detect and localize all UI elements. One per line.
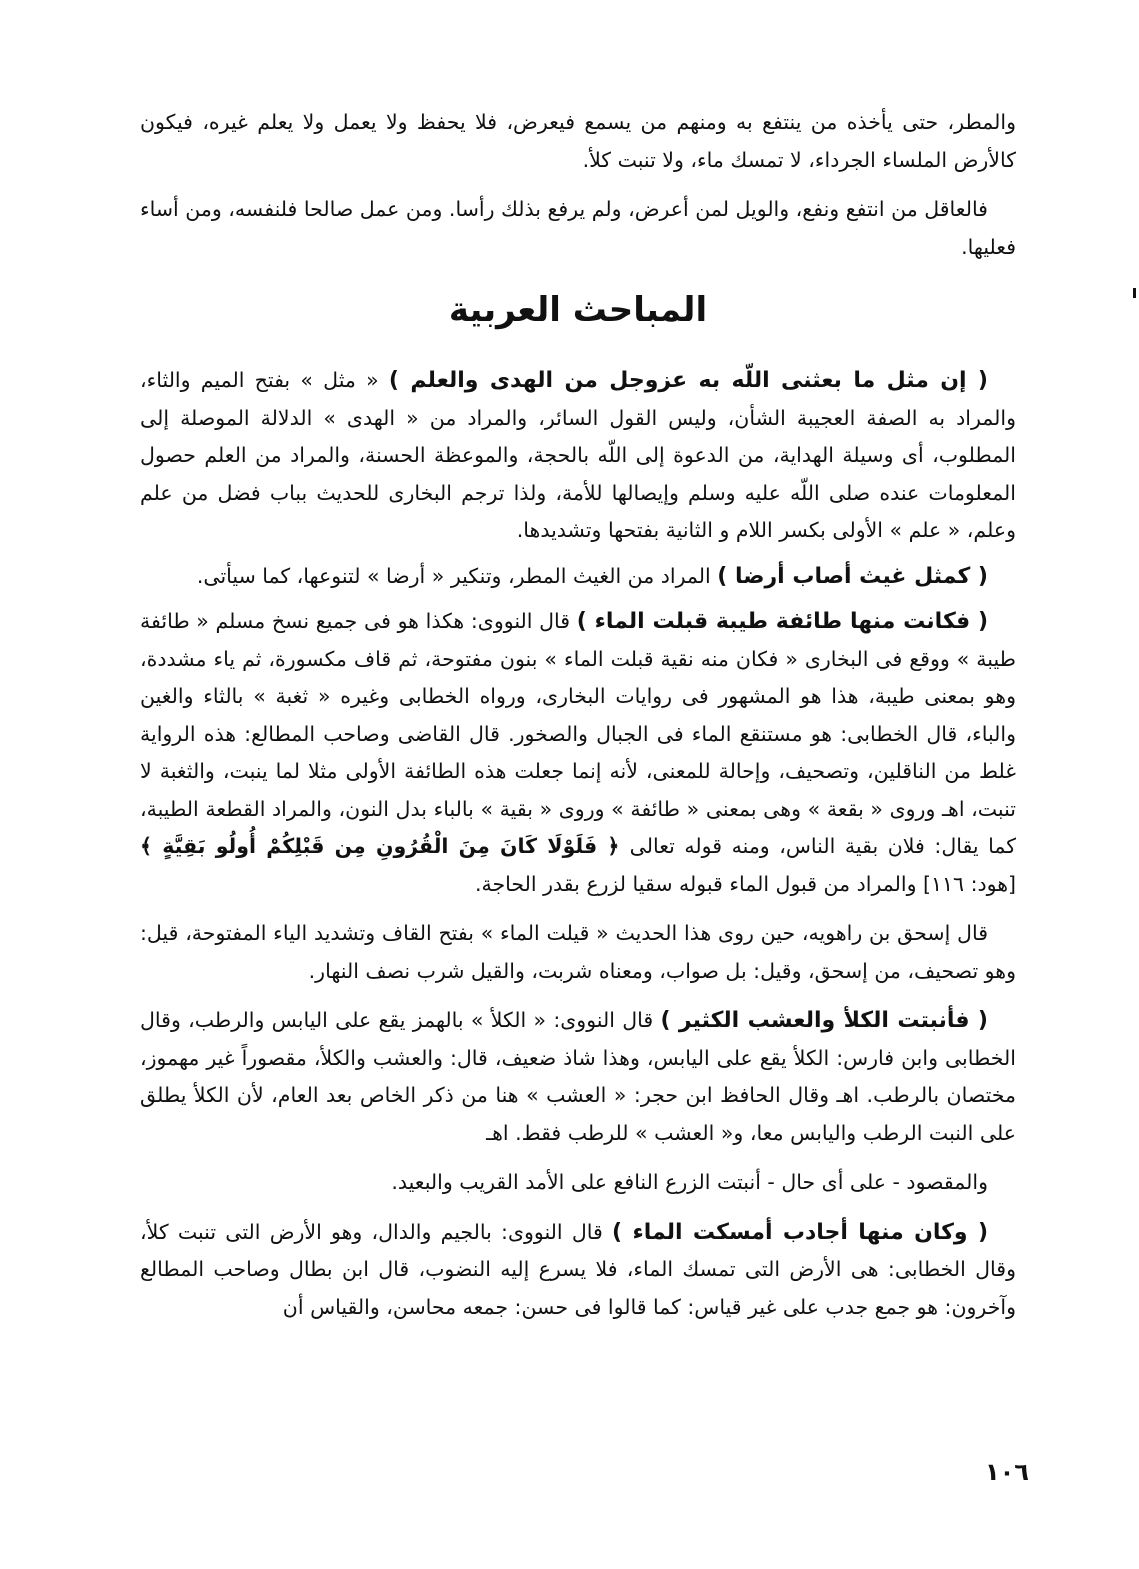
- commentary-paragraph-1: [140, 362, 1016, 550]
- intro-paragraph-2: فالعاقل من انتفع ونفع، والويل لمن أعرض، ولم يرفع بذلك رأسا. ومن عمل صالحا فلنفسه، ومن أساء فعليها.: [140, 197, 1016, 259]
- hadith-lemma: ( كمثل غيث أصاب أرضا ): [717, 563, 988, 589]
- commentary-text: قال النووى: « الكلأ » بالهمز يقع على اليابس والرطب، وقال الخطابى وابن فارس: الكلأ يقع على اليابس، وهذا شاذ ضعيف، قال: والعشب والكلأ، مقصوراً غير مهموز، مختصان بالرطب. اهـ وقال الحافظ ابن حجر: « العشب » هنا من ذكر الخاص بعد العام، لأن الكلأ يطلق على النبت الرطب واليابس معا، و« العشب » للرطب فقط. اهـ: [140, 1008, 1016, 1145]
- hadith-lemma: ( إن مثل ما بعثنى اللّه به عزوجل من الهدى والعلم ): [388, 368, 988, 393]
- commentary-text: قال النووى: هكذا هو فى جميع نسخ مسلم « طائفة طيبة » ووقع فى البخارى « فكان منه نقية قبلت الماء » بنون مفتوحة، ثم قاف مكسورة، ثم ياء مشددة، وهو بمعنى طيبة، هذا هو المشهور فى روايات البخارى، ورواه الخطابى وغيره « ثغبة » بالثاء والغين والباء، قال الخطابى: هو مستنقع الماء فى الجبال والصخور. قال القاضى وصاحب المطالع: هذه الرواية غلط من الناقلين، وتصحيف، وإحالة للمعنى، لأنه إنما جعلت هذه الطائفة الأولى مثلا لما ينبت، والثغبة لا تنبت، اهـ وروى « بقعة » وهى بمعنى « طائفة » وروى « بقية » بالباء بدل النون، والمراد القطعة الطيبة، كما يقال: فلان بقية الناس، ومنه قوله تعالى: [140, 609, 1016, 858]
- page-number: ١٠٦: [985, 1458, 1029, 1486]
- verse-reference: [هود: ١١٦] والمراد من قبول الماء قبوله سقيا لزرع بقدر الحاجة.: [474, 871, 1016, 896]
- commentary-paragraph-4: [140, 1002, 1016, 1152]
- commentary-paragraph-2: [140, 558, 1016, 596]
- section-heading: المباحث العربية: [448, 290, 708, 330]
- hadith-lemma: ( فأنبتت الكلأ والعشب الكثير ): [660, 1008, 988, 1033]
- commentary-text: « مثل » بفتح الميم والثاء، والمراد به الصفة العجيبة الشأن، وليس القول السائر، والمراد من « الهدى » الدلالة الموصلة إلى المطلوب، أى وسيلة الهداية، من الدعوة إلى اللّه بالحجة، والموعظة الحسنة، والمراد من العلم حصول المعلومات عنده صلى اللّه عليه وسلم وإيصالها للأمة، ولذا ترجم البخارى للحديث بباب فضل من علم وعلم، « علم » الأولى بكسر اللام و الثانية بفتحها وتشديدها.: [140, 368, 1016, 542]
- commentary-text: قال النووى: بالجيم والدال، وهو الأرض التى تنبت كلأ، وقال الخطابى: هى الأرض التى تمسك الماء، فلا يسرع إليه النضوب، قال ابن بطال وصاحب المطالع وآخرون: هو جمع جدب على غير قياس: كما قالوا فى حسن: جمعه محاسن، والقياس أن: [140, 1219, 1016, 1319]
- intro-paragraph-1: والمطر، حتى يأخذه من ينتفع به ومنهم من يسمع فيعرض، فلا يحفظ ولا يعمل ولا يعلم غيره، فيكون كالأرض الملساء الجرداء، لا تمسك ماء، ولا تنبت كلأ.: [140, 110, 1016, 172]
- quran-verse: ﴿ فَلَوْلَا كَانَ مِنَ الْقُرُونِ مِن قَبْلِكُمْ أُولُو بَقِيَّةٍ ﴾: [140, 834, 630, 858]
- page-body: [140, 104, 1016, 1326]
- edge-mark: [1133, 288, 1136, 298]
- ishaq-paragraph: قال إسحق بن راهويه، حين روى هذا الحديث « قيلت الماء » بفتح القاف وتشديد الياء المفتوحة، قيل: وهو تصحيف، من إسحق، وقيل: بل صواب، ومعناه شربت، والقيل شرب نصف النهار.: [140, 921, 1016, 983]
- commentary-paragraph-5: [140, 1214, 1016, 1327]
- commentary-text: المراد من الغيث المطر، وتنكير « أرضا » لتنوعها، كما سيأتى.: [196, 563, 718, 588]
- maqsud-paragraph: والمقصود - على أى حال - أنبتت الزرع النافع على الأمد القريب والبعيد.: [391, 1170, 988, 1194]
- commentary-paragraph-3: [140, 603, 1016, 903]
- hadith-lemma: ( وكان منها أجادب أمسكت الماء ): [612, 1219, 988, 1245]
- hadith-lemma: ( فكانت منها طائفة طيبة قبلت الماء ): [576, 609, 989, 634]
